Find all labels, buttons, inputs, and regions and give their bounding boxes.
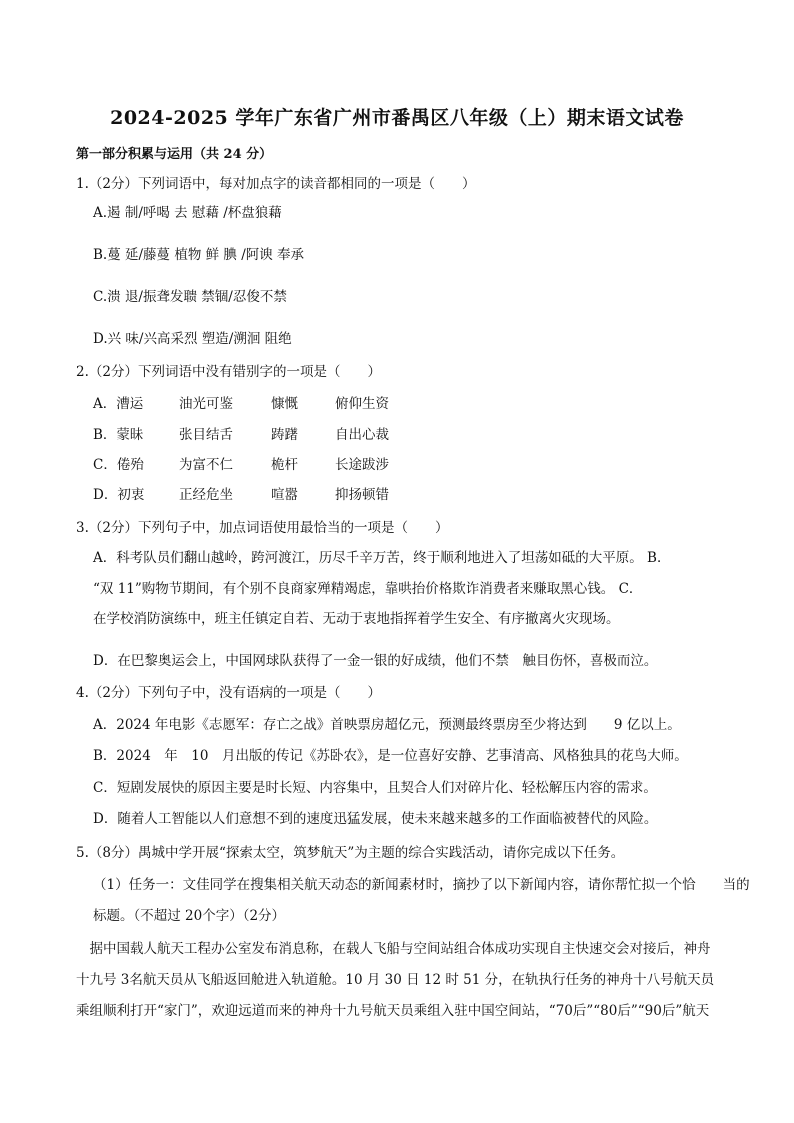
option-cell: 自出心裁 xyxy=(335,427,389,443)
question-3-stem: 3.（2分）下列句子中，加点词语使用最恰当的一项是（ ） xyxy=(76,520,449,536)
question-1-stem: 1.（2分）下列词语中，每对加点字的读音都相同的一项是（ ） xyxy=(76,176,476,192)
news-paragraph-line: 十九号 3名航天员从飞船返回舱进入轨道舱。10 月 30 日 12 时 51 分，在轨执行任务的神舟十八号航天员 xyxy=(76,972,715,988)
question-5-task-1-cont: 标题。（不超过 20个字）（2分） xyxy=(93,908,286,924)
question-1-option-b: B.蔓 延/藤蔓 植物 鲜 腆 /阿谀 奉承 xyxy=(93,247,305,263)
option-cell: 喧嚣 xyxy=(271,487,298,503)
option-cell: D．初衷 xyxy=(93,487,145,503)
option-cell: 长途跋涉 xyxy=(335,457,389,473)
option-cell: 为富不仁 xyxy=(179,457,233,473)
option-cell: C．倦殆 xyxy=(93,457,144,473)
question-4-option-d: D．随着人工智能以人们意想不到的速度迅猛发展，使未来越来越多的工作面临被替代的风险。 xyxy=(93,811,658,827)
option-cell: 抑扬顿错 xyxy=(335,487,389,503)
question-1-option-d: D.兴 味/兴高采烈 塑造/溯洄 阻绝 xyxy=(93,331,292,347)
option-cell: 正经危坐 xyxy=(179,487,233,503)
section-heading: 第一部分积累与运用（共 24 分） xyxy=(76,147,273,162)
question-4-option-a: A．2024 年电影《志愿军：存亡之战》首映票房超亿元，预测最终票房至少将达到 9 亿以上。 xyxy=(93,717,681,733)
exam-title: 2024-2025 学年广东省广州市番禺区八年级（上）期末语文试卷 xyxy=(110,107,684,129)
option-cell: 油光可鉴 xyxy=(179,396,233,412)
question-1-option-a: A.遏 制/呼喝 去 慰藉 /杯盘狼藉 xyxy=(93,205,282,221)
option-cell: 踌躇 xyxy=(271,427,298,443)
question-5-stem: 5.（8分）禺城中学开展“探索太空，筑梦航天”为主题的综合实践活动，请你完成以下任务。 xyxy=(76,845,625,861)
option-cell: 俯仰生资 xyxy=(335,396,389,412)
question-2-stem: 2.（2分）下列词语中没有错别字的一项是（ ） xyxy=(76,364,381,380)
option-cell: 张目结舌 xyxy=(179,427,233,443)
question-4-option-c: C．短剧发展快的原因主要是时长短、内容集中，且契合人们对碎片化、轻松解压内容的需求。 xyxy=(93,780,657,796)
question-3-line: D．在巴黎奥运会上，中国网球队获得了一金一银的好成绩，他们不禁 触目伤怀，喜极而泣。 xyxy=(93,653,658,669)
question-3-line: “双 11”购物节期间，有个别不良商家殚精竭虑，靠哄抬价格欺诈消费者来赚取黑心钱。 C． xyxy=(93,581,643,597)
question-4-stem: 4.（2分）下列句子中，没有语病的一项是（ ） xyxy=(76,685,381,701)
question-3-line: 在学校消防演练中，班主任镇定自若、无动于衷地指挥着学生安全、有序撤离火灾现场。 xyxy=(93,611,620,627)
question-1-option-c: C.溃 退/振聋发聩 禁锢/忍俊不禁 xyxy=(93,289,287,305)
news-paragraph-line: 据中国载人航天工程办公室发布消息称，在载人飞船与空间站组合体成功实现自主快速交会对接后，神舟 xyxy=(76,941,711,957)
option-cell: B．蒙昧 xyxy=(93,427,144,443)
question-5-task-1: （1）任务一：文佳同学在搜集相关航天动态的新闻素材时，摘抄了以下新闻内容，请你帮忙拟一个恰 当的 xyxy=(93,877,750,893)
news-paragraph-line: 乘组顺利打开“家门”，欢迎远道而来的神舟十九号航天员乘组入驻中国空间站，“70后”“80后”“90后”航天 xyxy=(76,1003,710,1019)
question-4-option-b: B．2024 年 10 月出版的传记《苏卧农》，是一位喜好安静、艺事清高、风格独具的花鸟大师。 xyxy=(93,748,688,764)
option-cell: 桅杆 xyxy=(271,457,298,473)
question-3-line: A．科考队员们翻山越岭，跨河渡江，历尽千辛万苦，终于顺利地进入了坦荡如砥的大平原。 B． xyxy=(93,550,671,566)
option-cell: 慷慨 xyxy=(271,396,298,412)
option-cell: A．漕运 xyxy=(93,396,144,412)
